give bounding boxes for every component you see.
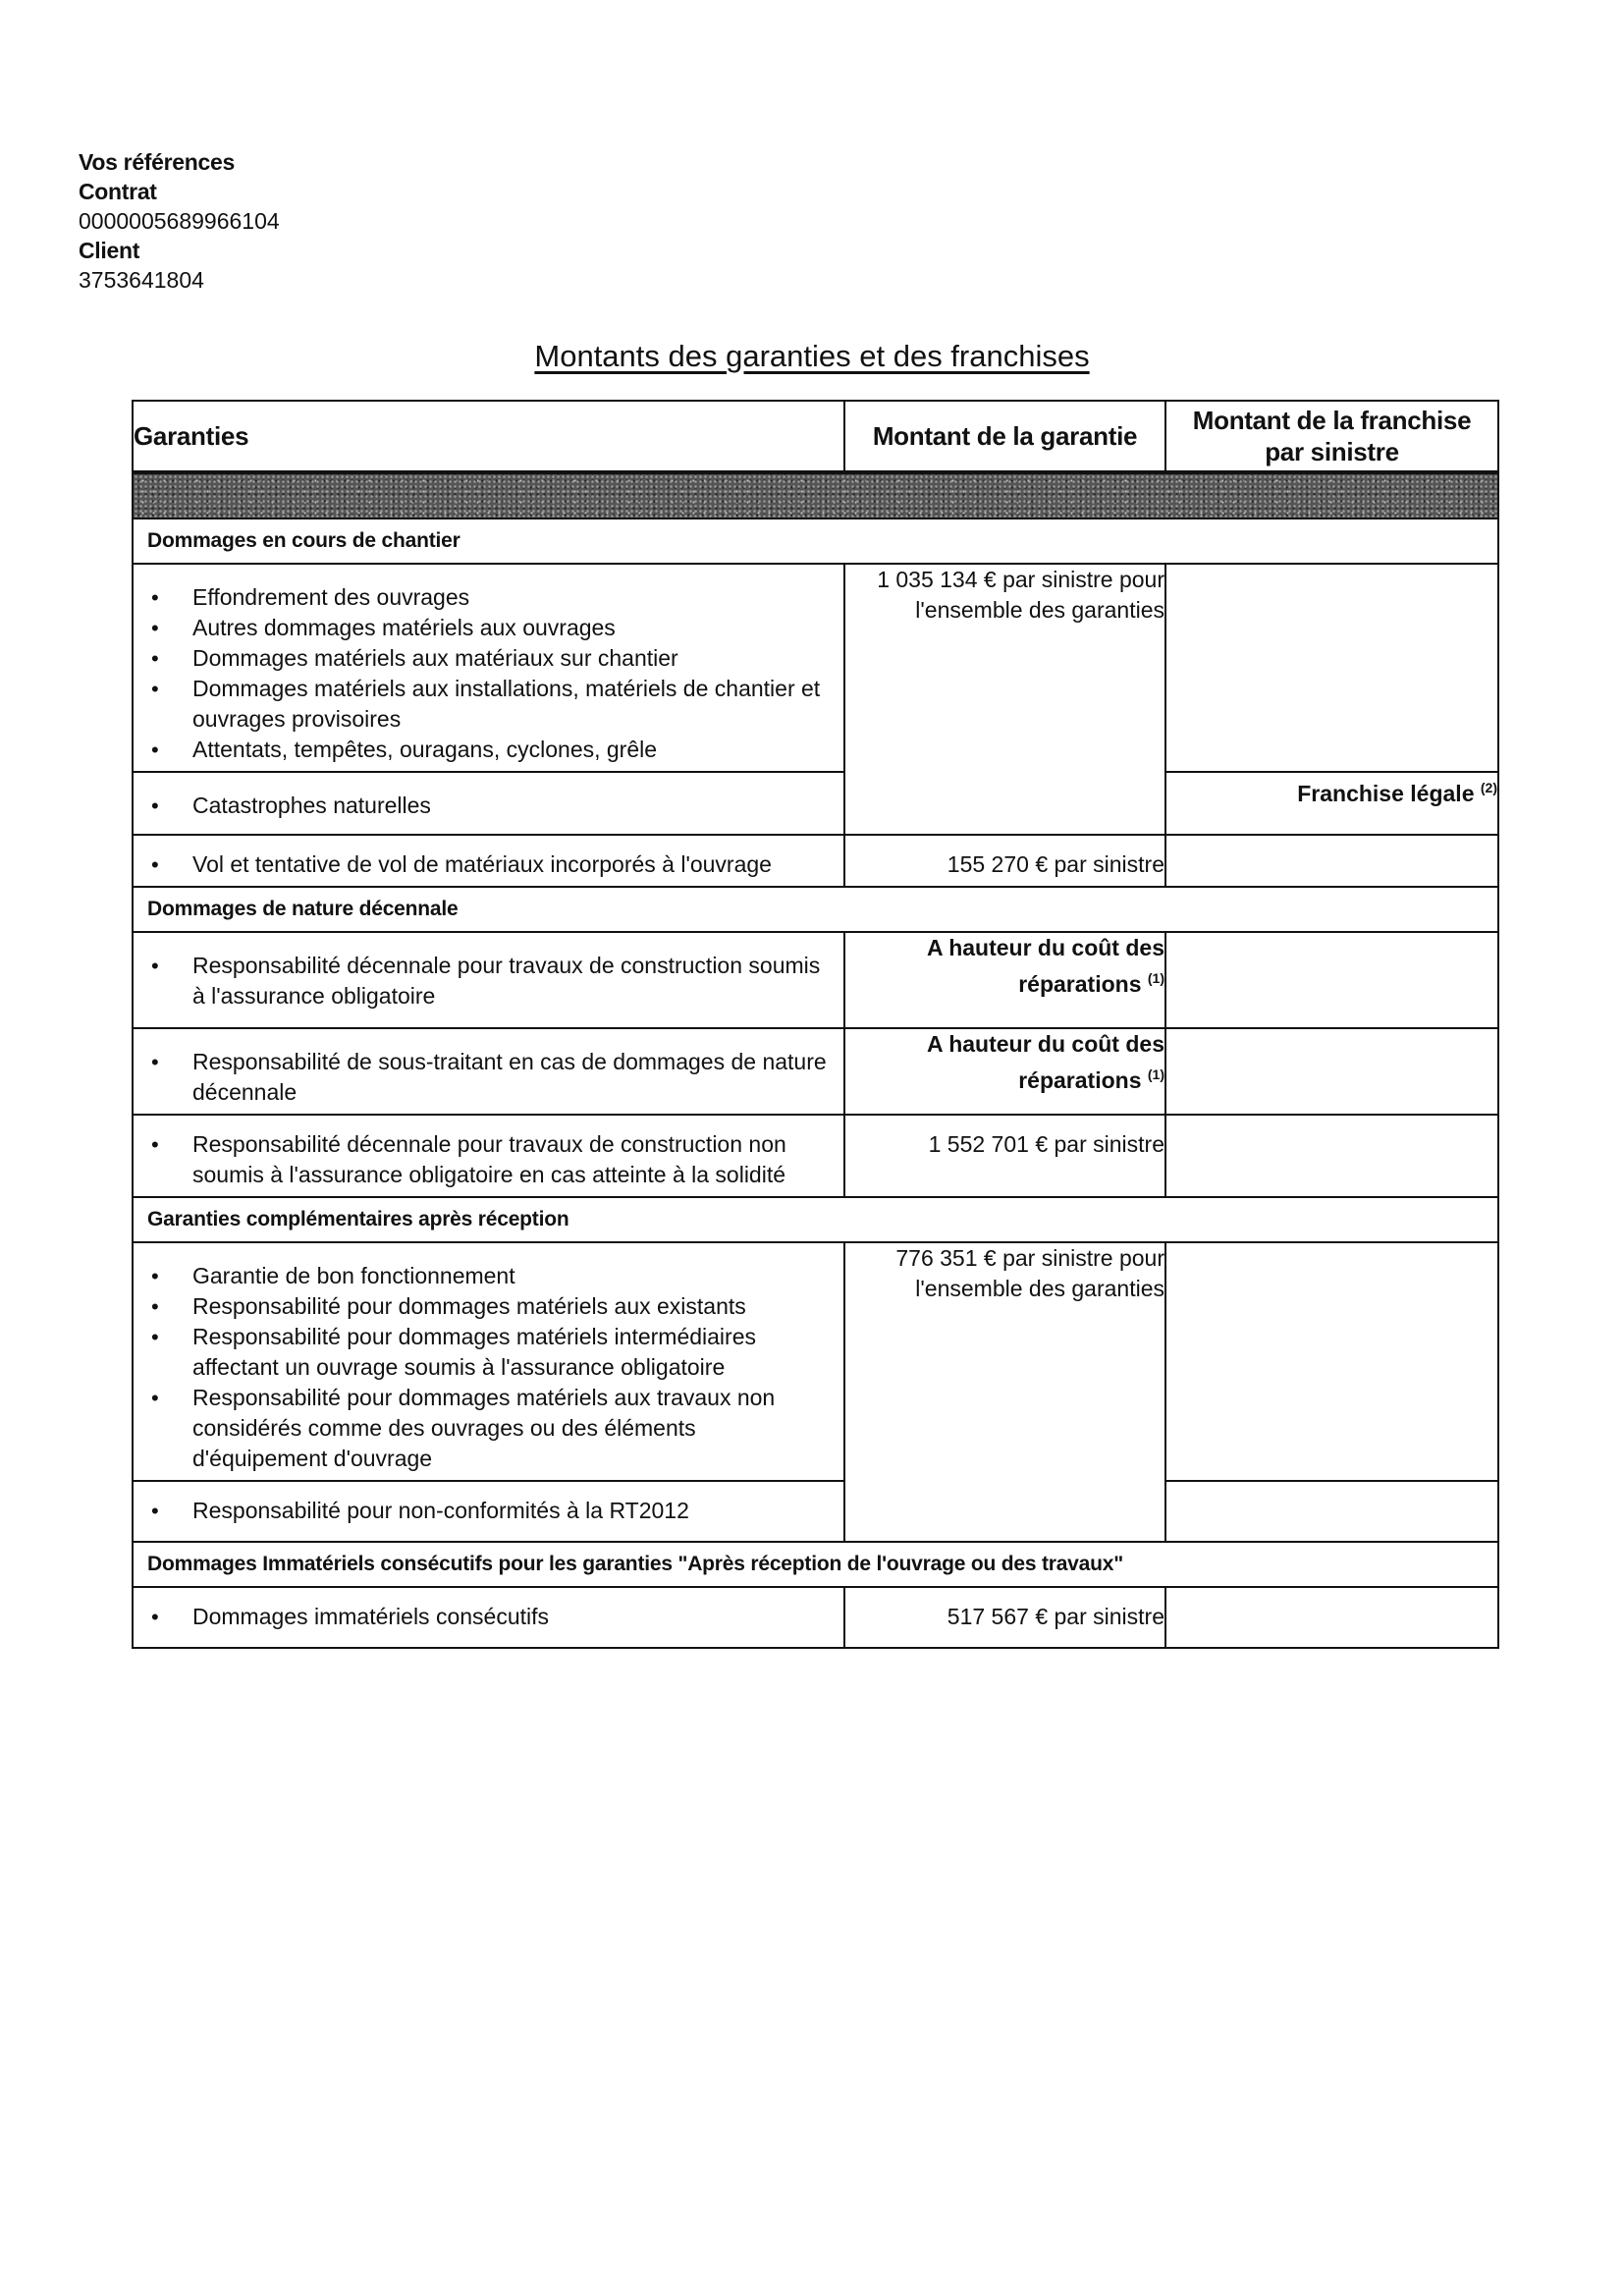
vol-list [134,836,843,886]
references-block [79,147,280,295]
cell-dec3-item [133,1115,844,1197]
table-header-row [133,401,1498,472]
cell-imm-amount: 517 567 € par sinistre [844,1587,1165,1648]
dec2-list [134,1029,843,1114]
comp-list [134,1243,843,1480]
list-item: • Autres dommages matériels aux ouvrages [179,613,836,643]
list-item: • Dommages matériels aux matériaux sur chantier [179,643,836,674]
cell-chantier-items [133,564,844,772]
cell-dec1-amount [844,932,1165,1028]
footnote-ref: (2) [1480,780,1497,795]
contrat-label: Contrat [79,179,157,204]
table-row [133,1028,1498,1115]
dec1-list [134,933,843,1017]
section-chantier: Dommages en cours de chantier [133,519,1498,564]
list-item: • Responsabilité décennale pour travaux de construction soumis à l'assurance obligatoire [179,951,836,1011]
catnat-list [134,773,843,827]
list-item: • Catastrophes naturelles [179,791,836,821]
cell-comp-items [133,1242,844,1481]
table-row [133,1587,1498,1648]
dec2-amount-text: A hauteur du coût des réparations [927,1031,1164,1093]
list-item: • Effondrement des ouvrages [179,582,836,613]
cell-vol-franchise [1165,835,1498,887]
rt-list [134,1482,843,1532]
cell-comp-amount: 776 351 € par sinistre pour l'ensemble des garanties [844,1242,1165,1542]
section-decennale: Dommages de nature décennale [133,887,1498,932]
table-row [133,1481,1498,1542]
table-row [133,835,1498,887]
list-item: • Responsabilité pour non-conformités à la RT2012 [179,1496,836,1526]
list-item: • Responsabilité pour dommages matériels aux existants [179,1291,836,1322]
header-garanties: Garanties [133,401,844,472]
section-immateriels: Dommages Immatériels consécutifs pour les garanties "Après réception de l'ouvrage ou des travaux" [133,1542,1498,1587]
cell-chantier-amount: 1 035 134 € par sinistre pour l'ensemble des garanties [844,564,1165,835]
cell-rt-item [133,1481,844,1542]
header-montant-garantie: Montant de la garantie [844,401,1165,472]
list-item: • Dommages immatériels consécutifs [179,1602,836,1632]
section-row [133,1197,1498,1242]
table-row [133,772,1498,835]
dec1-amount-text: A hauteur du coût des réparations [927,935,1164,997]
list-item: • Garantie de bon fonctionnement [179,1261,836,1291]
cell-dec3-franchise [1165,1115,1498,1197]
client-value: 3753641804 [79,267,204,293]
table-row [133,1115,1498,1197]
header-franchise-line2: par sinistre [1265,437,1399,466]
footnote-ref: (1) [1147,970,1164,986]
cell-imm-item [133,1587,844,1648]
header-montant-franchise [1165,401,1498,472]
cell-vol-amount: 155 270 € par sinistre [844,835,1165,887]
cell-rt-franchise [1165,1481,1498,1542]
chantier-list [134,565,843,771]
header-franchise-line1: Montant de la franchise [1192,406,1472,435]
contrat-value: 0000005689966104 [79,208,280,234]
imm-list [134,1588,843,1638]
table-row [133,932,1498,1028]
list-item: • Vol et tentative de vol de matériaux incorporés à l'ouvrage [179,849,836,880]
vos-references-label: Vos références [79,149,236,175]
client-label: Client [79,238,140,263]
shaded-band [133,472,1498,519]
page-title: Montants des garanties et des franchises [534,339,1090,373]
section-row [133,887,1498,932]
cell-dec3-amount: 1 552 701 € par sinistre [844,1115,1165,1197]
garanties-table [132,400,1499,1649]
cell-dec1-item [133,932,844,1028]
list-item: • Attentats, tempêtes, ouragans, cyclones, grêle [179,735,836,765]
list-item: • Responsabilité pour dommages matériels aux travaux non considérés comme des ouvrages ou des éléments d'équipement d'ouvrage [179,1383,836,1474]
footnote-ref: (1) [1147,1066,1164,1082]
cell-dec2-franchise [1165,1028,1498,1115]
list-item: • Responsabilité décennale pour travaux de construction non soumis à l'assurance obligatoire en cas atteinte à la solidité [179,1129,836,1190]
cell-comp-franchise [1165,1242,1498,1481]
cell-catnat-item [133,772,844,835]
section-complementaires: Garanties complémentaires après réception [133,1197,1498,1242]
dec3-list [134,1116,843,1196]
cell-dec2-item [133,1028,844,1115]
cell-vol-item [133,835,844,887]
franchise-legale-text: Franchise légale [1297,781,1475,806]
table-row [133,1242,1498,1481]
cell-catnat-franchise [1165,772,1498,835]
list-item: • Responsabilité de sous-traitant en cas de dommages de nature décennale [179,1047,836,1108]
cell-chantier-franchise [1165,564,1498,772]
section-row [133,519,1498,564]
cell-dec2-amount [844,1028,1165,1115]
list-item: • Dommages matériels aux installations, matériels de chantier et ouvrages provisoires [179,674,836,735]
section-row [133,1542,1498,1587]
cell-imm-franchise [1165,1587,1498,1648]
list-item: • Responsabilité pour dommages matériels intermédiaires affectant un ouvrage soumis à l'assurance obligatoire [179,1322,836,1383]
cell-dec1-franchise [1165,932,1498,1028]
table-row [133,564,1498,772]
